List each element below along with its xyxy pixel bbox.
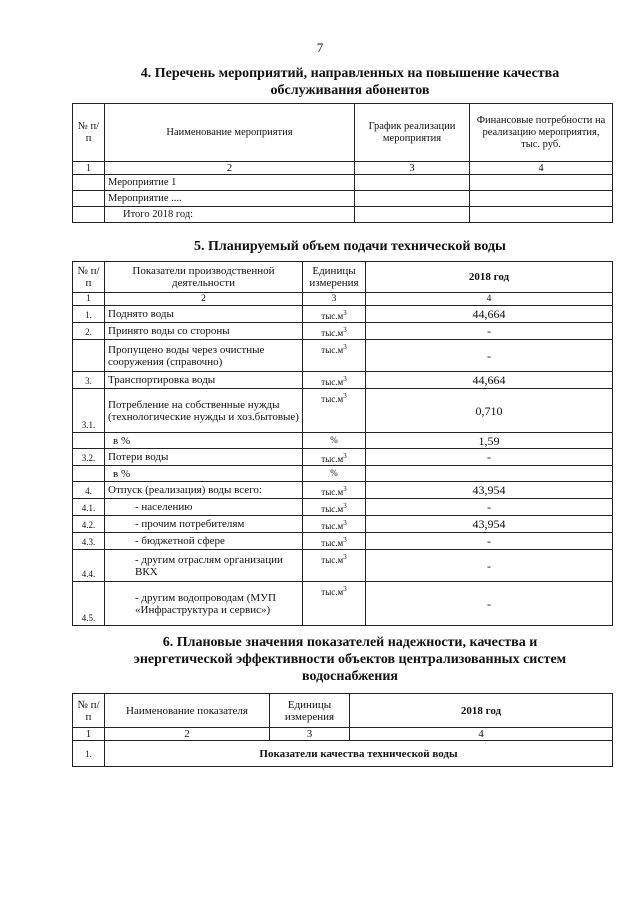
col-header-year: 2018 год xyxy=(350,694,613,728)
col-number-row xyxy=(73,293,613,306)
col-number: 1 xyxy=(73,293,105,306)
col-number: 4 xyxy=(366,293,613,306)
col-header: Финансовые потребности на реализацию мероприятия, тыс. руб. xyxy=(470,104,613,162)
unit-cell: $тыс.м^3$ xyxy=(303,306,366,323)
value-2018: - xyxy=(366,533,613,550)
table-row xyxy=(73,323,613,340)
indicator-name: Поднято воды xyxy=(105,306,303,323)
col-header: Наименование мероприятия xyxy=(105,104,355,162)
row-number xyxy=(73,466,105,482)
unit-cell: $тыс.м^3$ xyxy=(303,499,366,516)
row-number: 4.4. xyxy=(73,550,105,582)
table-row xyxy=(73,516,613,533)
col-number-row xyxy=(73,728,613,741)
total-label: Итого 2018 год: xyxy=(105,207,355,223)
unit-cell: $тыс.м^3$ xyxy=(303,323,366,340)
col-number: 3 xyxy=(270,728,350,741)
table-row xyxy=(73,389,613,433)
col-header: Наименование показателя xyxy=(105,694,270,728)
row-number: 3.1. xyxy=(73,389,105,433)
indicator-name: в % xyxy=(105,466,303,482)
table-row xyxy=(73,550,613,582)
row-number: 4.3. xyxy=(73,533,105,550)
unit-cell: $тыс.м^3$ xyxy=(303,550,366,582)
col-number: 1 xyxy=(73,728,105,741)
table-row xyxy=(73,449,613,466)
unit-cell: $тыс.м^3$ xyxy=(303,516,366,533)
table-row xyxy=(73,207,613,223)
table-row xyxy=(73,482,613,499)
col-number: 2 xyxy=(105,728,270,741)
table-header-row xyxy=(73,262,613,293)
activity-name: Мероприятие .... xyxy=(105,191,355,207)
page-number: 7 xyxy=(316,40,324,55)
row-number: 1. xyxy=(73,741,105,767)
activity-name: Мероприятие 1 xyxy=(105,175,355,191)
table-row xyxy=(73,499,613,516)
section6-heading-line1: 6. Плановые значения показателей надежности, качества и xyxy=(162,635,538,650)
col-header: № п/п xyxy=(73,104,105,162)
row-number xyxy=(73,433,105,449)
value-2018: 44,664 xyxy=(366,306,613,323)
col-header: Единицы измерения xyxy=(303,262,366,293)
indicator-name: - бюджетной сфере xyxy=(105,533,303,550)
indicator-name: Принято воды со стороны xyxy=(105,323,303,340)
indicator-name: - прочим потребителям xyxy=(105,516,303,533)
value-2018 xyxy=(366,466,613,482)
section4-heading-line1: 4. Перечень мероприятий, направленных на повышение качества xyxy=(140,66,560,81)
indicators-table xyxy=(72,693,613,767)
indicator-name: Потери воды xyxy=(105,449,303,466)
value-2018: - xyxy=(366,323,613,340)
col-header: Единицы измерения xyxy=(270,694,350,728)
table-row xyxy=(73,582,613,626)
unit-cell: % xyxy=(303,433,366,449)
col-header: Показатели производственной деятельности xyxy=(105,262,303,293)
table-header-row xyxy=(73,104,613,162)
section4-heading-line2: обслуживания абонентов xyxy=(270,83,430,98)
col-number: 1 xyxy=(73,162,105,175)
row-number: 2. xyxy=(73,323,105,340)
table-row xyxy=(73,741,613,767)
value-2018: - xyxy=(366,550,613,582)
section4-heading xyxy=(90,65,610,99)
indicator-name: в % xyxy=(105,433,303,449)
col-header: № п/п xyxy=(73,262,105,293)
col-number: 2 xyxy=(105,162,355,175)
table-row xyxy=(73,340,613,372)
indicator-name: Потребление на собственные нужды (технологические нужды и хоз.бытовые) xyxy=(105,389,303,433)
col-number: 4 xyxy=(470,162,613,175)
col-header: № п/п xyxy=(73,694,105,728)
value-2018: 43,954 xyxy=(366,516,613,533)
indicator-name: - населению xyxy=(105,499,303,516)
table-row xyxy=(73,191,613,207)
unit-cell: $тыс.м^3$ xyxy=(303,482,366,499)
row-number: 4.5. xyxy=(73,582,105,626)
value-2018: 0,710 xyxy=(366,389,613,433)
unit-cell: $тыс.м^3$ xyxy=(303,449,366,466)
col-number: 4 xyxy=(350,728,613,741)
col-number-row xyxy=(73,162,613,175)
section5-heading: 5. Планируемый объем подачи технической воды xyxy=(194,239,506,254)
col-number: 3 xyxy=(303,293,366,306)
row-number: 4.1. xyxy=(73,499,105,516)
table-row xyxy=(73,175,613,191)
indicator-name: - другим отраслям организации ВКХ xyxy=(105,550,303,582)
indicator-name: - другим водопроводам (МУП «Инфраструктура и сервис») xyxy=(105,582,303,626)
unit-cell: $тыс.м^3$ xyxy=(303,533,366,550)
value-2018: - xyxy=(366,582,613,626)
unit-cell: % xyxy=(303,466,366,482)
unit-cell: $тыс.м^3$ xyxy=(303,340,366,372)
table-row xyxy=(73,466,613,482)
table-row xyxy=(73,306,613,323)
unit-cell: $тыс.м^3$ xyxy=(303,389,366,433)
table-row xyxy=(73,433,613,449)
value-2018: - xyxy=(366,499,613,516)
section6-heading xyxy=(90,634,610,685)
value-2018: 43,954 xyxy=(366,482,613,499)
value-2018: 1,59 xyxy=(366,433,613,449)
value-2018: 44,664 xyxy=(366,372,613,389)
section6-heading-line3: водоснабжения xyxy=(302,669,398,684)
value-2018: - xyxy=(366,449,613,466)
table-row xyxy=(73,533,613,550)
col-number: 2 xyxy=(105,293,303,306)
section-row-title: Показатели качества технической воды xyxy=(105,741,613,767)
row-number: 1. xyxy=(73,306,105,323)
unit-cell: $тыс.м^3$ xyxy=(303,372,366,389)
unit-cell: $тыс.м^3$ xyxy=(303,582,366,626)
section6-heading-line2: энергетической эффективности объектов централизованных систем xyxy=(133,652,567,667)
value-2018: - xyxy=(366,340,613,372)
water-supply-table xyxy=(72,261,613,626)
table-header-row xyxy=(73,694,613,728)
row-number: 3. xyxy=(73,372,105,389)
col-header-year: 2018 год xyxy=(366,262,613,293)
indicator-name: Пропущено воды через очистные сооружения (справочно) xyxy=(105,340,303,372)
indicator-name: Отпуск (реализация) воды всего: xyxy=(105,482,303,499)
row-number: 3.2. xyxy=(73,449,105,466)
row-number: 4. xyxy=(73,482,105,499)
col-number: 3 xyxy=(355,162,470,175)
indicator-name: Транспортировка воды xyxy=(105,372,303,389)
table-row xyxy=(73,372,613,389)
col-header: График реализации мероприятия xyxy=(355,104,470,162)
activities-table xyxy=(72,103,613,223)
row-number: 4.2. xyxy=(73,516,105,533)
row-number xyxy=(73,340,105,372)
